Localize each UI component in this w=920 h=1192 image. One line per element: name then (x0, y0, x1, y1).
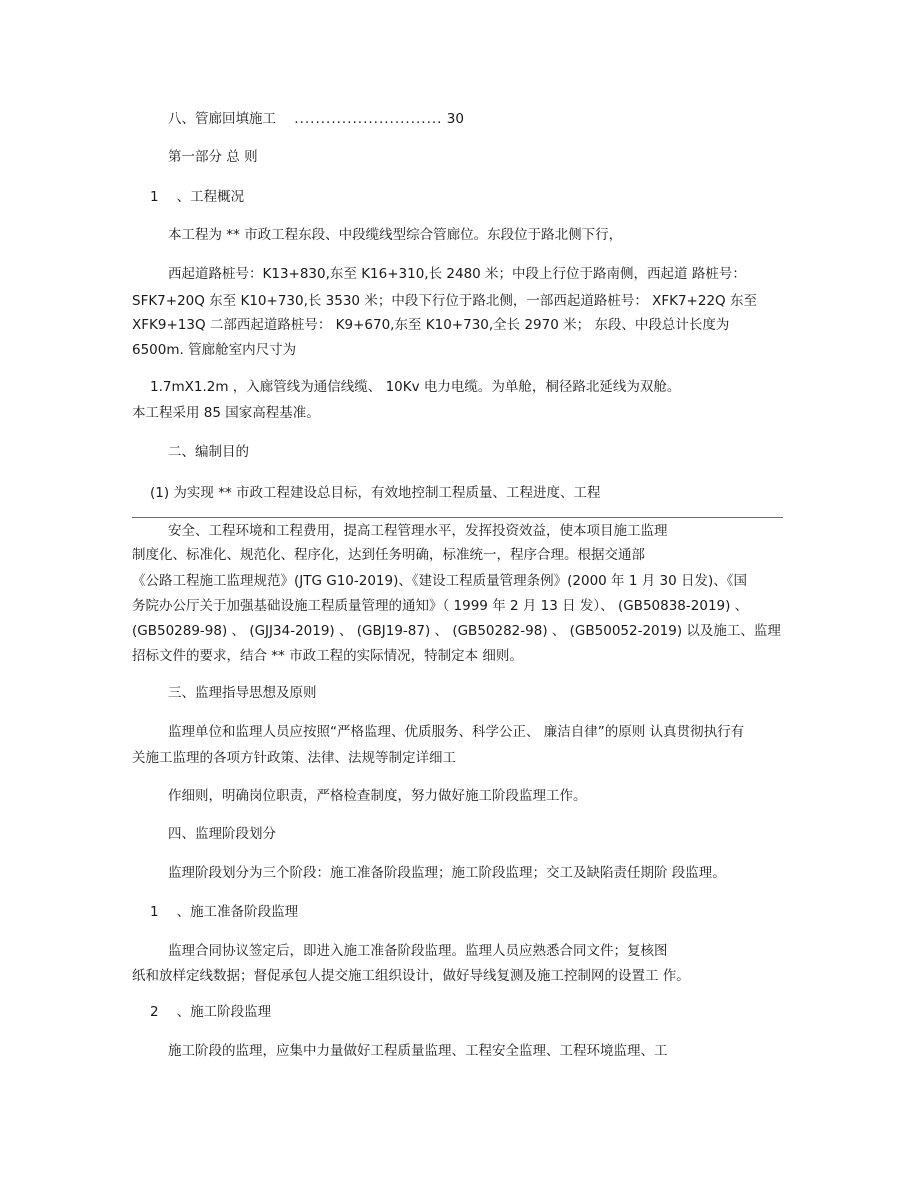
section-3-heading: 三、监理指导思想及原则 (168, 685, 317, 701)
toc-page-number: 30 (446, 111, 464, 127)
section-2-heading: 二、编制目的 (168, 444, 249, 460)
paragraph: 监理阶段划分为三个阶段：施工准备阶段监理；施工阶段监理；交工及缺陷责任期阶 段监理。 (168, 865, 726, 881)
toc-entry-title: 八、管廊回填施工 (168, 111, 276, 127)
page-divider (132, 517, 783, 518)
toc-entry (168, 110, 464, 129)
paragraph-line: XFK9+13Q 二部西起道路桩号： K9+670,东至 K10+730,全长 2970 米； 东段、中段总计长度为 (132, 317, 730, 333)
paragraph-line: 1.7mX1.2m ，入廊管线为通信线缆、 10Kv 电力电缆。为单舱，桐径路北延线为双舱。 (150, 379, 681, 395)
paragraph-line: 《公路工程施工监理规范》(JTG G10-2019)、《建设工程质量管理条例》(2000 年 1 月 30 日发)、《国 (132, 573, 747, 589)
paragraph-line: 纸和放样定线数据；督促承包人提交施工组织设计，做好导线复测及施工控制网的设置工 作。 (132, 968, 690, 984)
part-heading: 第一部分 总 则 (168, 149, 258, 165)
paragraph-line: 监理单位和监理人员应按照“严格监理、优质服务、科学公正、 廉洁自律”的原则 认真贯彻执行有 (168, 724, 745, 740)
paragraph-line: 6500m. 管廊舱室内尺寸为 (132, 342, 297, 358)
paragraph-line: 监理合同协议签定后，即进入施工准备阶段监理。监理人员应熟悉合同文件；复核图 (168, 943, 668, 959)
paragraph-line: 务院办公厅关于加强基础设施工程质量管理的通知》（ 1999 年 2 月 13 日 发）、 (GB50838-2019) 、 (132, 598, 749, 614)
paragraph: 施工阶段的监理，应集中力量做好工程质量监理、工程安全监理、工程环境监理、工 (168, 1043, 668, 1059)
paragraph-line: 安全、工程环境和工程费用，提高工程管理水平，发挥投资效益，使本项目施工监理 (168, 523, 668, 539)
section-number: 1 (150, 189, 159, 205)
paragraph-line: 西起道路桩号：K13+830,东至 K16+310,长 2480 米；中段上行位于路南侧，西起道 路桩号： (168, 266, 746, 282)
subsection-1-heading (150, 903, 298, 922)
subsection-title: 、施工准备阶段监理 (176, 904, 299, 920)
section-4-heading: 四、监理阶段划分 (168, 826, 276, 842)
subsection-2-heading (150, 1003, 271, 1022)
section-1-heading (150, 188, 244, 207)
paragraph-line: 本工程采用 85 国家高程基准。 (132, 405, 320, 421)
paragraph: 本工程为 ** 市政工程东段、中段缆线型综合管廊位。东段位于路北侧下行， (168, 227, 623, 243)
paragraph-line: 制度化、标准化、规范化、程序化，达到任务明确，标准统一，程序合理。根据交通部 (132, 547, 645, 563)
paragraph: (1) 为实现 ** 市政工程建设总目标，有效地控制工程质量、工程进度、工程 (150, 485, 601, 501)
subsection-number: 1 (150, 904, 159, 920)
toc-leader: ............................ (294, 111, 443, 127)
subsection-number: 2 (150, 1004, 159, 1020)
paragraph-line: (GB50289-98) 、 (GJJ34-2019) 、 (GBJ19-87) 、 (GB50282-98) 、 (GB50052-2019) 以及施工、监理 (132, 623, 781, 639)
section-title: 、工程概况 (176, 189, 245, 205)
paragraph-line: 招标文件的要求，结合 ** 市政工程的实际情况，特制定本 细则。 (132, 648, 523, 664)
paragraph-line: SFK7+20Q 东至 K10+730,长 3530 米；中段下行位于路北侧，一部西起道路桩号： XFK7+22Q 东至 (132, 293, 757, 309)
subsection-title: 、施工阶段监理 (176, 1004, 272, 1020)
paragraph: 作细则，明确岗位职责，严格检查制度，努力做好施工阶段监理工作。 (168, 788, 587, 804)
paragraph-line: 关施工监理的各项方针政策、法律、法规等制定详细工 (132, 750, 456, 766)
